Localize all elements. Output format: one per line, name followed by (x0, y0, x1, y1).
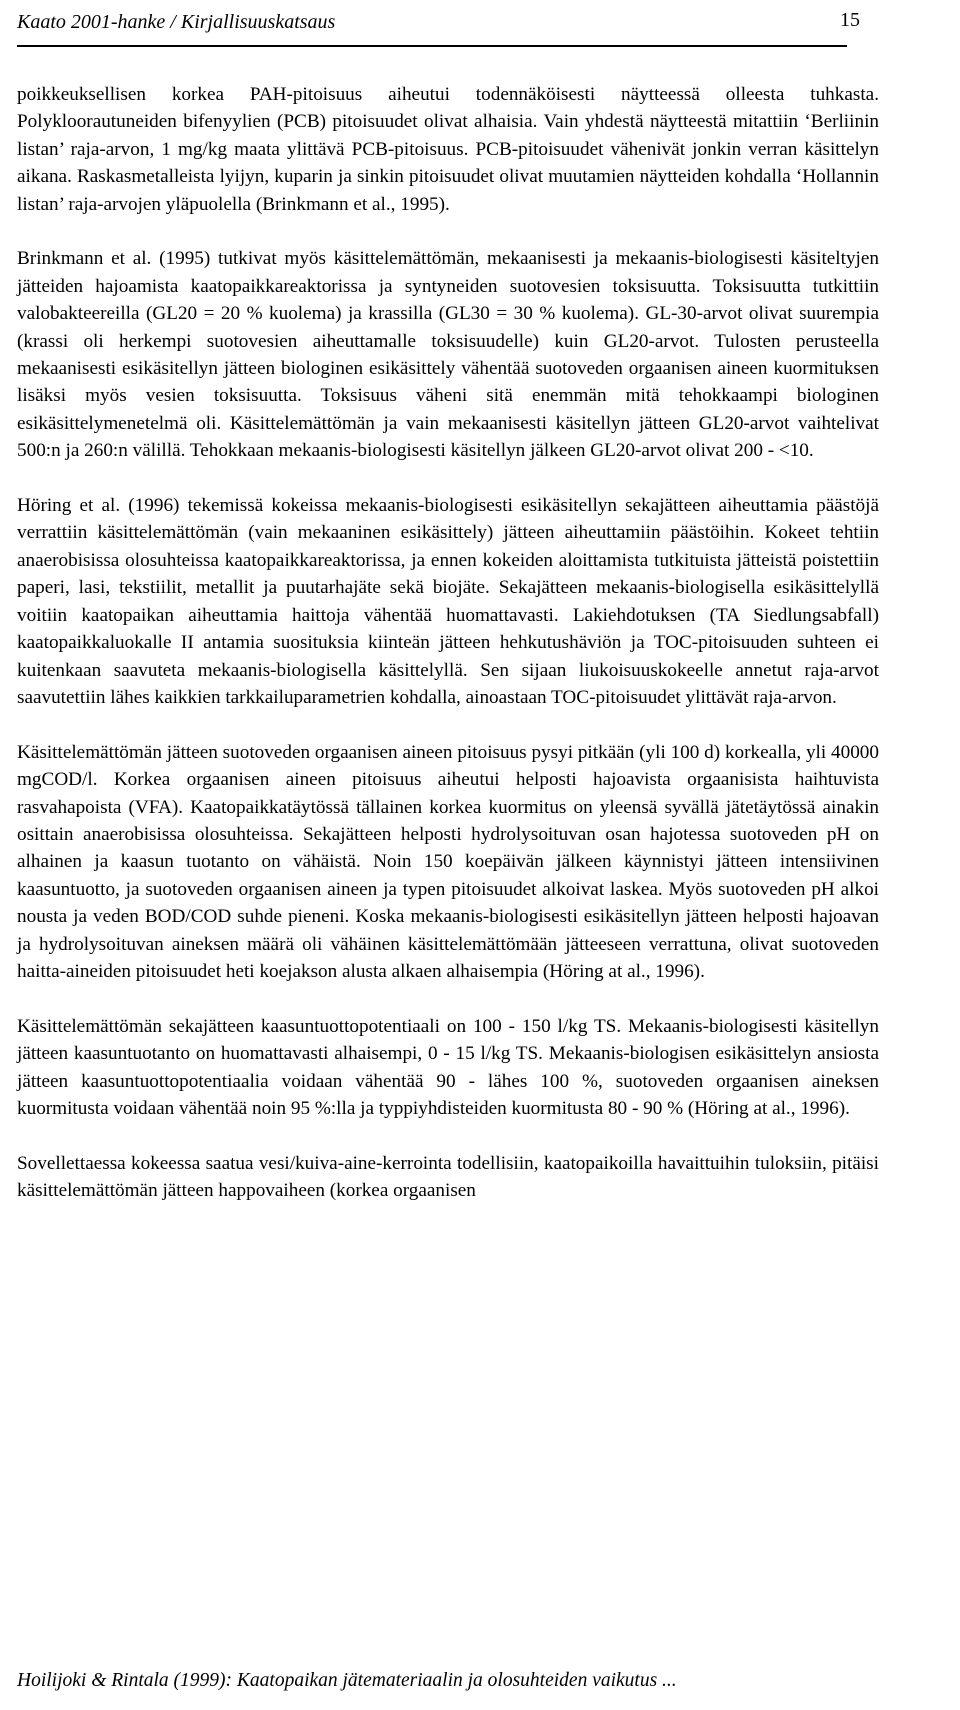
paragraph: Käsittelemättömän sekajätteen kaasuntuottopotentiaali on 100 - 150 l/kg TS. Mekaanis-biologisesti käsitellyn jätteen kaasuntuotanto on huomattavasti alhaisempi, 0 - 15 l/kg TS. Mekaanis-biologisen esikäsittelyn ansiosta jätteen kaasuntuottopotentiaalia voidaan vähentää 90 - lähes 100 %, suotoveden orgaanisen aineksen kuormitusta voidaan vähentää noin 95 %:lla ja typpiyhdisteiden kuormitusta 80 - 90 % (Höring at al., 1996). (17, 1015, 879, 1119)
paragraph: Höring et al. (1996) tekemissä kokeissa mekaanis-biologisesti esikäsitellyn sekajätteen aiheuttamia päästöjä verrattiin käsittelemättömän (vain mekaaninen esikäsittely) jätteen aiheuttamiin päästöihin. Kokeet tehtiin anaerobisissa olosuhteissa kaatopaikkareaktorissa, ja ennen kokeiden aloittamista tutkituista jätteistä poistettiin paperi, lasi, tekstiilit, metallit ja puutarhajäte sekä biojäte. Sekajätteen mekaanis-biologisella esikäsittelyllä voitiin kaatopaikan aiheuttamia haittoja vähentää huomattavasti. Lakiehdotuksen (TA Siedlungsabfall) kaatopaikkaluokalle II antamia suosituksia kiinteän jätteen hehkutushäviön ja TOC-pitoisuuden suhteen ei kuitenkaan saavuteta mekaanis-biologisella käsittelyllä. Sen sijaan liukoisuuskokeelle annetut raja-arvot saavutettiin lähes kaikkien tarkkailuparametrien kohdalla, ainoastaan TOC-pitoisuudet ylittävät raja-arvon. (17, 495, 879, 708)
paragraph: Brinkmann et al. (1995) tutkivat myös käsittelemättömän, mekaanisesti ja mekaanis-biologisesti käsiteltyjen jätteiden hajoamista kaatopaikkareaktorissa ja syntyneiden suotovesien toksisuutta. Toksisuutta tutkittiin valobakteereilla (GL20 = 20 % kuolema) ja krassilla (GL30 = 30 % kuolema). GL-30-arvot olivat suurempia (krassi oli herkempi suotovesien aiheuttamalle toksisuudelle) kuin GL20-arvot. Tulosten perusteella mekaanisesti esikäsitellyn jätteen biologinen esikäsittely vähentää suotoveden orgaanisen aineen kuormituksen lisäksi myös vesien toksisuutta. Toksisuus väheni sitä enemmän mitä tehokkaampi biologinen esikäsittelymenetelmä oli. Käsittelemättömän ja vain mekaanisesti käsitellyn jätteen GL20-arvot vaihtelivat 500:n ja 260:n välillä. Tehokkaan mekaanis-biologisesti käsitellyn jälkeen GL20-arvot olivat 200 - <10. (17, 248, 879, 462)
paragraph: Sovellettaessa kokeessa saatua vesi/kuiva-aine-kerrointa todellisiin, kaatopaikoilla havaittuihin tuloksiin, pitäisi käsittelemättömän jätteen happovaiheen (korkea orgaanisen (17, 1152, 879, 1202)
paragraph: poikkeuksellisen korkea PAH-pitoisuus aiheutui todennäköisesti näytteessä olleesta tuhkasta. Polykloorautuneiden bifenyylien (PCB) pitoisuudet olivat alhaisia. Vain yhdestä näytteestä mitattiin ‘Berliinin listan’ raja-arvon, 1 mg/kg maata ylittävä PCB-pitoisuus. PCB-pitoisuudet vähenivät jonkin verran käsittelyn aikana. Raskasmetalleista lyijyn, kuparin ja sinkin pitoisuudet olivat muutamien näytteiden kohdalla ‘Hollannin listan’ raja-arvojen yläpuolella (Brinkmann et al., 1995). (17, 84, 879, 215)
header-rule (17, 45, 847, 47)
paragraph: Käsittelemättömän jätteen suotoveden orgaanisen aineen pitoisuus pysyi pitkään (yli 100 d) korkealla, yli 40000 mgCOD/l. Korkea orgaanisen aineen pitoisuus aiheutui helposti hajoavista orgaanisista haihtuvista rasvahapoista (VFA). Kaatopaikkatäytössä tällainen korkea kuormitus on yleensä syvällä jätetäytössä ainakin osittain anaerobisissa olosuhteissa. Sekajätteen helposti hydrolysoituvan osan hajotessa suotoveden pH on alhainen ja kaasun tuotanto on vähäistä. Noin 150 koepäivän jälkeen käynnistyi jätteen intensiivinen kaasuntuotto, ja suotoveden orgaanisen aineen ja typen pitoisuudet alkoivat laskea. Myös suotoveden pH alkoi nousta ja veden BOD/COD suhde pieneni. Koska mekaanis-biologisesti esikäsitellyn jätteen helposti hajoavan ja hydrolysoituvan aineksen määrä oli vähäinen käsittelemättömään jätteeseen verrattuna, olivat suotoveden haitta-aineiden pitoisuudet heti koejakson alusta alkaen alhaisempia (Höring at al., 1996). (17, 741, 879, 982)
body-text (17, 81, 879, 1232)
page-number: 15 (840, 9, 860, 31)
running-title: Kaato 2001-hanke / Kirjallisuuskatsaus (17, 10, 336, 33)
page-footer: Hoilijoki & Rintala (1999): Kaatopaikan jätemateriaalin ja olosuhteiden vaikutus ... (17, 1670, 677, 1691)
running-header (17, 2, 850, 42)
